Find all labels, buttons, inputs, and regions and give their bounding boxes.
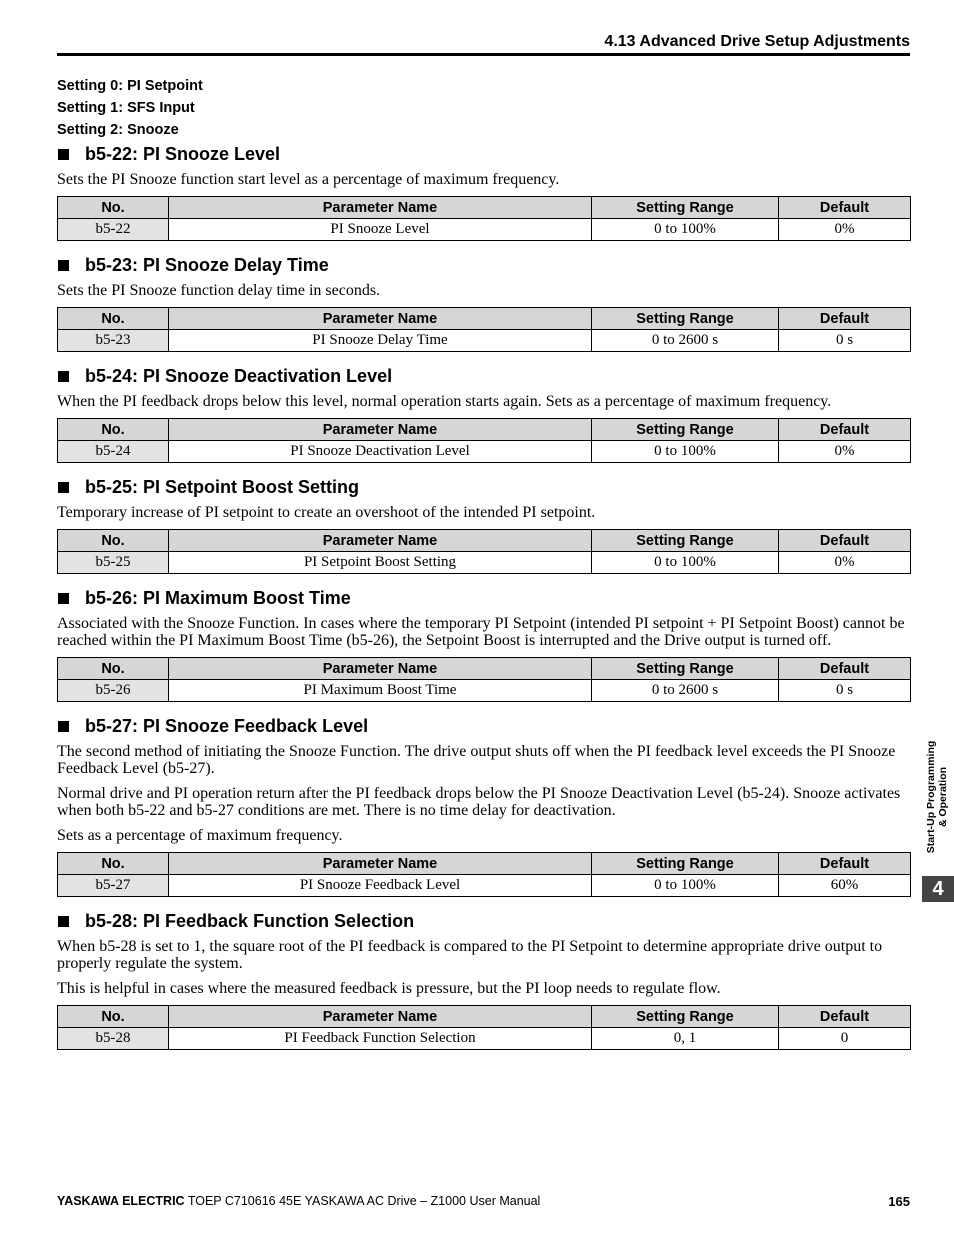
section-description: This is helpful in cases where the measured feedback is pressure, but the PI loop needs to regulate flow.: [57, 980, 721, 997]
chapter-side-label: [925, 741, 949, 854]
cell-setting-range: 0 to 100%: [592, 552, 779, 574]
section-heading: [57, 476, 910, 498]
header-parameter-name: Parameter Name: [169, 419, 592, 441]
header-no: No.: [58, 1006, 169, 1028]
section-description: The second method of initiating the Snooze Function. The drive output shuts off when the PI feedback level exceeds the PI Snooze Feedback Level (b5-27).: [57, 743, 896, 777]
cell-setting-range: 0 to 100%: [592, 441, 779, 463]
footer-doc-title: TOEP C710616 45E YASKAWA AC Drive – Z1000 User Manual: [184, 1194, 541, 1208]
section-description: Sets the PI Snooze function delay time in seconds.: [57, 282, 381, 299]
header-parameter-name: Parameter Name: [169, 1006, 592, 1028]
cell-setting-range: 0 to 100%: [592, 219, 779, 241]
header-default: Default: [779, 308, 911, 330]
parameter-table: [57, 852, 911, 897]
header-parameter-name: Parameter Name: [169, 197, 592, 219]
page-header-title: 4.13 Advanced Drive Setup Adjustments: [604, 33, 910, 50]
header-setting-range: Setting Range: [592, 308, 779, 330]
header-default: Default: [779, 853, 911, 875]
section-b5-26: [57, 587, 910, 702]
cell-setting-range: 0 to 2600 s: [592, 330, 779, 352]
cell-parameter-name: PI Snooze Delay Time: [169, 330, 592, 352]
header-default: Default: [779, 1006, 911, 1028]
chapter-label-line-2: & Operation: [937, 766, 949, 828]
header-setting-range: Setting Range: [592, 197, 779, 219]
section-heading: [57, 254, 910, 276]
parameter-table: [57, 1005, 911, 1050]
cell-setting-range: 0, 1: [592, 1028, 779, 1050]
parameter-table: [57, 307, 911, 352]
table-row: [58, 441, 911, 463]
header-setting-range: Setting Range: [592, 419, 779, 441]
section-b5-23: [57, 254, 910, 352]
table-header-row: [58, 419, 911, 441]
chapter-tab: 4: [922, 876, 954, 902]
cell-parameter-name: PI Snooze Deactivation Level: [169, 441, 592, 463]
square-bullet-icon: [58, 260, 69, 271]
header-no: No.: [58, 197, 169, 219]
header-no: No.: [58, 419, 169, 441]
setting-line-1: Setting 1: SFS Input: [57, 100, 195, 116]
section-heading-text: b5-22: PI Snooze Level: [85, 143, 281, 164]
table-header-row: [58, 658, 911, 680]
header-setting-range: Setting Range: [592, 1006, 779, 1028]
page-content: [57, 75, 910, 1063]
header-default: Default: [779, 530, 911, 552]
header-no: No.: [58, 658, 169, 680]
section-heading-text: b5-25: PI Setpoint Boost Setting: [85, 476, 360, 497]
section-description: Sets the PI Snooze function start level as a percentage of maximum frequency.: [57, 171, 560, 188]
table-header-row: [58, 530, 911, 552]
cell-no: b5-25: [58, 552, 169, 574]
header-default: Default: [779, 658, 911, 680]
header-parameter-name: Parameter Name: [169, 853, 592, 875]
cell-no: b5-27: [58, 875, 169, 897]
section-heading: [57, 143, 910, 165]
header-parameter-name: Parameter Name: [169, 658, 592, 680]
header-parameter-name: Parameter Name: [169, 530, 592, 552]
table-header-row: [58, 853, 911, 875]
square-bullet-icon: [58, 149, 69, 160]
section-b5-28: [57, 910, 910, 1050]
section-description: Associated with the Snooze Function. In cases where the temporary PI Setpoint (intended PI setpoint + PI Setpoint Boost) cannot be reached within the PI Maximum Boost Time (b5-26), the Setpoint Boost is interrupted and the Drive output is turned off.: [57, 615, 905, 649]
header-default: Default: [779, 419, 911, 441]
cell-no: b5-23: [58, 330, 169, 352]
square-bullet-icon: [58, 916, 69, 927]
cell-parameter-name: PI Feedback Function Selection: [169, 1028, 592, 1050]
table-row: [58, 552, 911, 574]
cell-no: b5-26: [58, 680, 169, 702]
cell-default: 60%: [779, 875, 911, 897]
cell-parameter-name: PI Setpoint Boost Setting: [169, 552, 592, 574]
section-description: Normal drive and PI operation return after the PI feedback drops below the PI Snooze Deactivation Level (b5-24). Snooze activates when both b5-22 and b5-27 conditions are met. There is no time delay for deactivation.: [57, 785, 901, 819]
header-rule: [57, 53, 910, 56]
section-b5-22: [57, 143, 910, 241]
cell-default: 0%: [779, 219, 911, 241]
square-bullet-icon: [58, 593, 69, 604]
cell-default: 0%: [779, 441, 911, 463]
section-heading: [57, 910, 910, 932]
chapter-label-line-1: Start-Up Programming: [925, 740, 937, 854]
section-heading: [57, 587, 910, 609]
table-header-row: [58, 1006, 911, 1028]
footer-brand: YASKAWA ELECTRIC: [57, 1194, 185, 1208]
cell-default: 0%: [779, 552, 911, 574]
header-no: No.: [58, 308, 169, 330]
section-heading-text: b5-26: PI Maximum Boost Time: [85, 587, 351, 608]
footer-doc-info: [57, 1194, 540, 1208]
cell-default: 0 s: [779, 330, 911, 352]
square-bullet-icon: [58, 371, 69, 382]
cell-setting-range: 0 to 100%: [592, 875, 779, 897]
section-heading: [57, 365, 910, 387]
section-description: Temporary increase of PI setpoint to create an overshoot of the intended PI setpoint.: [57, 504, 596, 521]
cell-parameter-name: PI Maximum Boost Time: [169, 680, 592, 702]
section-description: When b5-28 is set to 1, the square root of the PI feedback is compared to the PI Setpoint to determine appropriate drive output to properly regulate the system.: [57, 938, 883, 972]
square-bullet-icon: [58, 721, 69, 732]
section-heading: [57, 715, 910, 737]
table-row: [58, 680, 911, 702]
section-b5-25: [57, 476, 910, 574]
cell-default: 0: [779, 1028, 911, 1050]
table-row: [58, 219, 911, 241]
section-heading-text: b5-27: PI Snooze Feedback Level: [85, 715, 369, 736]
table-header-row: [58, 308, 911, 330]
square-bullet-icon: [58, 482, 69, 493]
section-heading-text: b5-24: PI Snooze Deactivation Level: [85, 365, 393, 386]
header-no: No.: [58, 530, 169, 552]
setting-line-2: Setting 2: Snooze: [57, 122, 179, 138]
cell-parameter-name: PI Snooze Feedback Level: [169, 875, 592, 897]
section-heading-text: b5-28: PI Feedback Function Selection: [85, 910, 415, 931]
parameter-table: [57, 196, 911, 241]
header-parameter-name: Parameter Name: [169, 308, 592, 330]
section-b5-27: [57, 715, 910, 897]
header-default: Default: [779, 197, 911, 219]
header-setting-range: Setting Range: [592, 853, 779, 875]
cell-setting-range: 0 to 2600 s: [592, 680, 779, 702]
cell-default: 0 s: [779, 680, 911, 702]
table-row: [58, 875, 911, 897]
page-number: 165: [888, 1194, 910, 1209]
table-row: [58, 330, 911, 352]
setting-line-0: Setting 0: PI Setpoint: [57, 78, 203, 94]
section-description: Sets as a percentage of maximum frequency.: [57, 827, 343, 844]
table-row: [58, 1028, 911, 1050]
cell-no: b5-28: [58, 1028, 169, 1050]
header-no: No.: [58, 853, 169, 875]
section-heading-text: b5-23: PI Snooze Delay Time: [85, 254, 329, 275]
parameter-table: [57, 418, 911, 463]
cell-parameter-name: PI Snooze Level: [169, 219, 592, 241]
table-header-row: [58, 197, 911, 219]
parameter-table: [57, 529, 911, 574]
parameter-table: [57, 657, 911, 702]
cell-no: b5-24: [58, 441, 169, 463]
header-setting-range: Setting Range: [592, 530, 779, 552]
section-b5-24: [57, 365, 910, 463]
header-setting-range: Setting Range: [592, 658, 779, 680]
section-description: When the PI feedback drops below this level, normal operation starts again. Sets as a percentage of maximum frequency.: [57, 393, 832, 410]
cell-no: b5-22: [58, 219, 169, 241]
